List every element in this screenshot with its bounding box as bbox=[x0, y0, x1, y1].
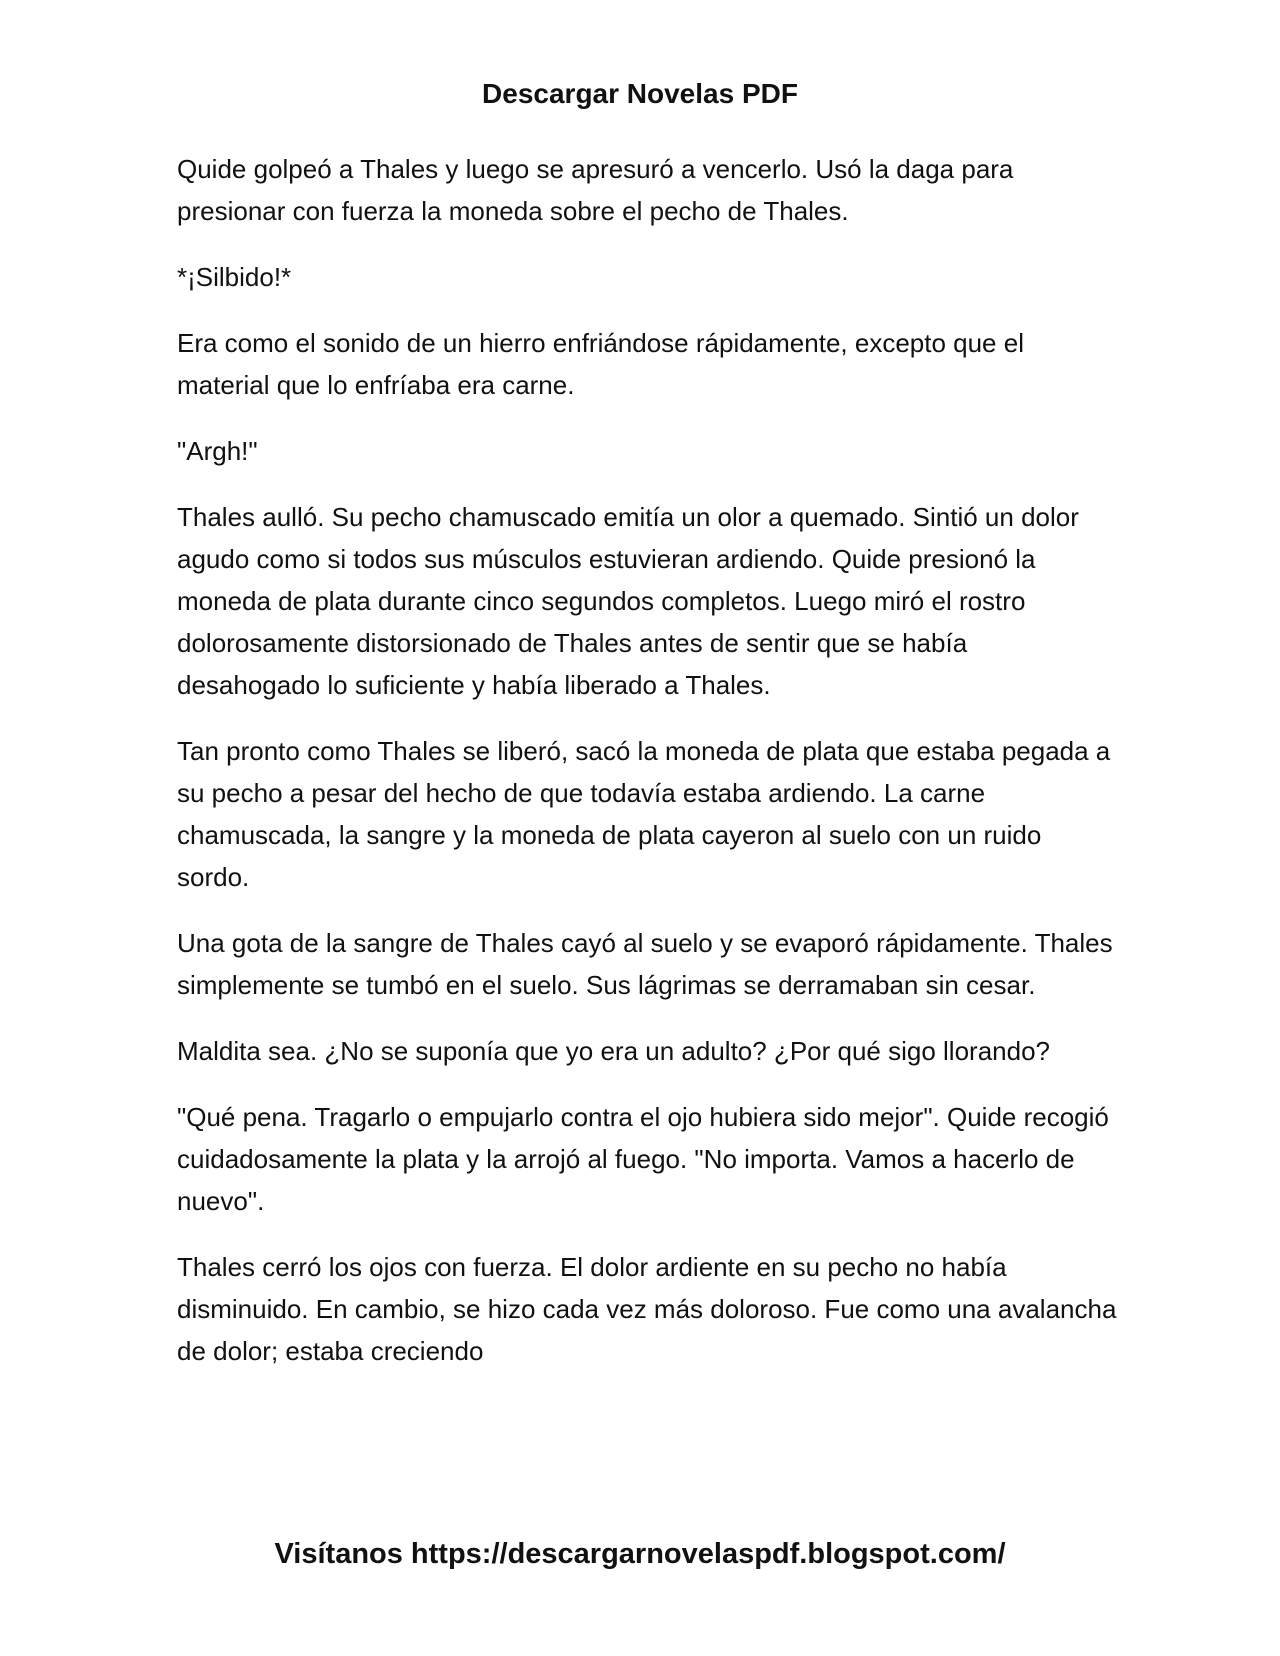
paragraph: Tan pronto como Thales se liberó, sacó la moneda de plata que estaba pegada a su pecho a pesar del hecho de que todavía estaba ardiendo. La carne chamuscada, la sangre y la moneda de plata cayeron al suelo con un ruido sordo. bbox=[177, 736, 1111, 892]
page-title: Descargar Novelas PDF bbox=[482, 78, 798, 109]
paragraph: Quide golpeó a Thales y luego se apresuró a vencerlo. Usó la daga para presionar con fuerza la moneda sobre el pecho de Thales. bbox=[177, 154, 1014, 226]
document-body bbox=[177, 148, 1117, 1396]
paragraph: Thales aulló. Su pecho chamuscado emitía un olor a quemado. Sintió un dolor agudo como si todos sus músculos estuvieran ardiendo. Quide presionó la moneda de plata durante cinco segundos completos. Luego miró el rostro dolorosamente distorsionado de Thales antes de sentir que se había desahogado lo suficiente y había liberado a Thales. bbox=[177, 502, 1079, 700]
paragraph: "Argh!" bbox=[177, 436, 258, 466]
paragraph: Una gota de la sangre de Thales cayó al suelo y se evaporó rápidamente. Thales simplemente se tumbó en el suelo. Sus lágrimas se derramaban sin cesar. bbox=[177, 928, 1113, 1000]
paragraph: Era como el sonido de un hierro enfriándose rápidamente, excepto que el material que lo enfríaba era carne. bbox=[177, 328, 1024, 400]
paragraph: "Qué pena. Tragarlo o empujarlo contra el ojo hubiera sido mejor". Quide recogió cuidadosamente la plata y la arrojó al fuego. "No importa. Vamos a hacerlo de nuevo". bbox=[177, 1102, 1109, 1216]
footer-website-link[interactable]: Visítanos https://descargarnovelaspdf.blogspot.com/ bbox=[274, 1538, 1006, 1570]
paragraph: Maldita sea. ¿No se suponía que yo era un adulto? ¿Por qué sigo llorando? bbox=[177, 1036, 1050, 1066]
paragraph: *¡Silbido!* bbox=[177, 262, 292, 292]
paragraph: Thales cerró los ojos con fuerza. El dolor ardiente en su pecho no había disminuido. En cambio, se hizo cada vez más doloroso. Fue como una avalancha de dolor; estaba creciendo bbox=[177, 1252, 1117, 1366]
